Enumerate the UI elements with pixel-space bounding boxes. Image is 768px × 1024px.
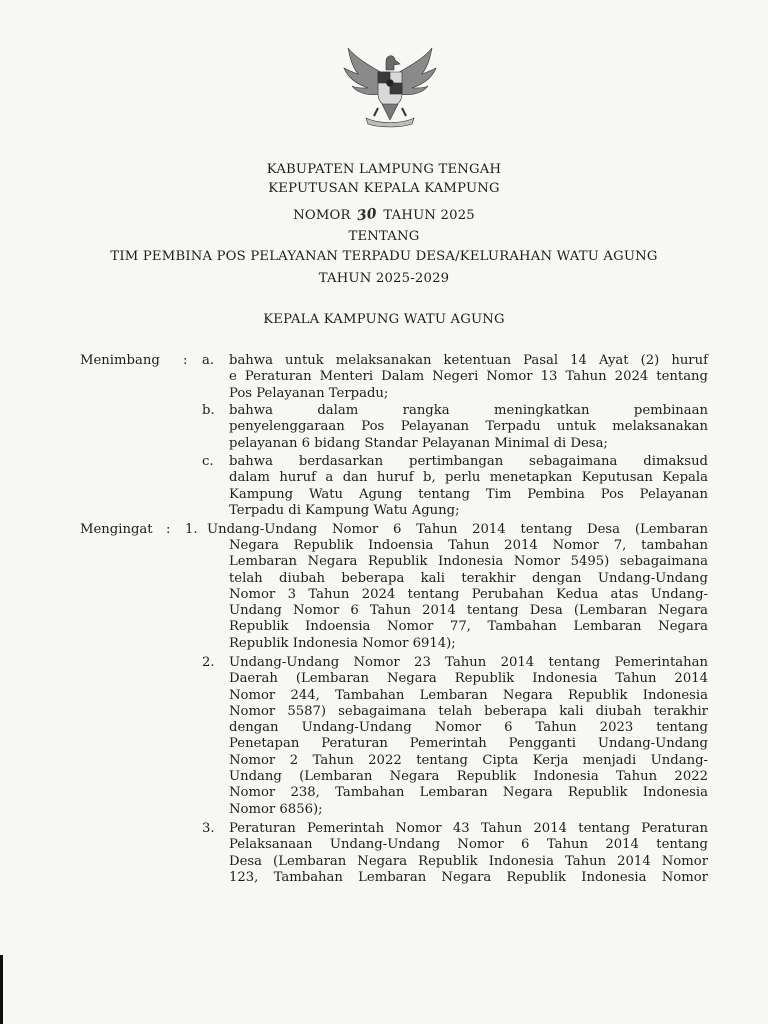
text-line: Lembaran Negara Republik Indonesia Nomor 5495) sebagaimana	[229, 554, 708, 570]
text-line: Undang Nomor 6 Tahun 2014 tentang Desa (Lembaran Negara	[229, 603, 708, 619]
tentang-heading: TENTANG	[348, 229, 420, 244]
text-line: Nomor 2 Tahun 2022 tentang Cipta Kerja menjadi Undang-	[229, 752, 708, 768]
text-line: Nomor 238, Tambahan Lembaran Negara Republik Indonesia	[229, 785, 708, 801]
mengingat-colon: :	[166, 522, 171, 537]
text-line: pelayanan 6 bidang Standar Pelayanan Minimal di Desa;	[229, 435, 608, 451]
mengingat-2-marker: 2.	[202, 655, 215, 670]
decree-type-title: KEPUTUSAN KEPALA KAMPUNG	[268, 181, 500, 196]
mengingat-3-text	[229, 821, 708, 886]
issuer-title: KEPALA KAMPUNG WATU AGUNG	[263, 312, 505, 327]
text-line: Pos Pelayanan Terpadu;	[229, 385, 389, 401]
menimbang-b-text	[229, 403, 708, 452]
menimbang-colon: :	[183, 353, 188, 368]
menimbang-c-text	[229, 454, 708, 519]
text-line: Republik Indonesia Nomor 6914);	[229, 635, 456, 651]
menimbang-c-marker: c.	[202, 454, 214, 469]
text-line: Daerah (Lembaran Negara Republik Indonesia Tahun 2014	[229, 671, 708, 687]
text-line: Undang-Undang Nomor 6 Tahun 2014 tentang Desa (Lembaran	[207, 522, 708, 537]
menimbang-a-text	[229, 353, 708, 402]
text-line: bahwa berdasarkan pertimbangan sebagaimana dimaksud	[229, 454, 708, 469]
text-line: Negara Republik Indoensia Tahun 2014 Nomor 7, tambahan	[229, 538, 708, 553]
text-line: penyelenggaraan Pos Pelayanan Terpadu untuk melaksanakan	[229, 419, 708, 435]
text-line: Desa (Lembaran Negara Republik Indonesia Tahun 2014 Nomor	[229, 853, 708, 869]
menimbang-a-marker: a.	[202, 353, 215, 368]
mengingat-3-marker: 3.	[202, 821, 215, 836]
nomor-value: 30	[356, 205, 379, 225]
text-line: bahwa dalam rangka meningkatkan pembinaan	[229, 403, 708, 418]
decree-number	[0, 207, 768, 223]
text-line: Nomor 6856);	[229, 801, 323, 817]
tahun-label: TAHUN 2025	[383, 208, 475, 223]
menimbang-b-marker: b.	[202, 403, 215, 418]
text-line: e Peraturan Menteri Dalam Negeri Nomor 13 Tahun 2024 tentang	[229, 369, 708, 385]
decree-subject: TIM PEMBINA POS PELAYANAN TERPADU DESA/KELURAHAN WATU AGUNG	[110, 249, 658, 264]
text-line: Nomor 5587) sebagaimana telah beberapa kali diubah terakhir	[229, 703, 708, 719]
text-line: telah diubah beberapa kali terakhir dengan Undang-Undang	[229, 570, 708, 586]
mengingat-1-first-line	[207, 522, 708, 538]
text-line: Undang-Undang Nomor 23 Tahun 2014 tentang Pemerintahan	[229, 655, 708, 670]
decree-period: TAHUN 2025-2029	[318, 271, 450, 286]
text-line: Undang (Lembaran Negara Republik Indonesia Tahun 2022	[229, 769, 708, 785]
mengingat-1-text	[229, 538, 708, 652]
nomor-label: NOMOR	[293, 208, 351, 223]
text-line: Nomor 244, Tambahan Lembaran Negara Republik Indonesia	[229, 687, 708, 703]
mengingat-label: Mengingat	[80, 522, 153, 537]
regency-title: KABUPATEN LAMPUNG TENGAH	[266, 162, 502, 177]
text-line: 123, Tambahan Lembaran Negara Republik Indonesia Nomor	[229, 869, 708, 885]
mengingat-1-marker: 1.	[185, 522, 198, 537]
mengingat-2-text	[229, 655, 708, 818]
text-line: Nomor 3 Tahun 2024 tentang Perubahan Kedua atas Undang-	[229, 586, 708, 602]
text-line: Pelaksanaan Undang-Undang Nomor 6 Tahun 2014 tentang	[229, 837, 708, 853]
scan-edge-shadow	[0, 955, 3, 1024]
garuda-emblem-icon	[340, 44, 440, 128]
text-line: Penetapan Peraturan Pemerintah Pengganti Undang-Undang	[229, 736, 708, 752]
text-line: Peraturan Pemerintah Nomor 43 Tahun 2014 tentang Peraturan	[229, 821, 708, 836]
text-line: Republik Indoensia Nomor 77, Tambahan Lembaran Negara	[229, 619, 708, 635]
text-line: dalam huruf a dan huruf b, perlu menetapkan Keputusan Kepala	[229, 470, 708, 486]
text-line: Kampung Watu Agung tentang Tim Pembina Pos Pelayanan	[229, 486, 708, 502]
text-line: dengan Undang-Undang Nomor 6 Tahun 2023 tentang	[229, 720, 708, 736]
menimbang-label: Menimbang	[80, 353, 160, 368]
text-line: bahwa untuk melaksanakan ketentuan Pasal 14 Ayat (2) huruf	[229, 353, 708, 368]
text-line: Terpadu di Kampung Watu Agung;	[229, 502, 460, 518]
